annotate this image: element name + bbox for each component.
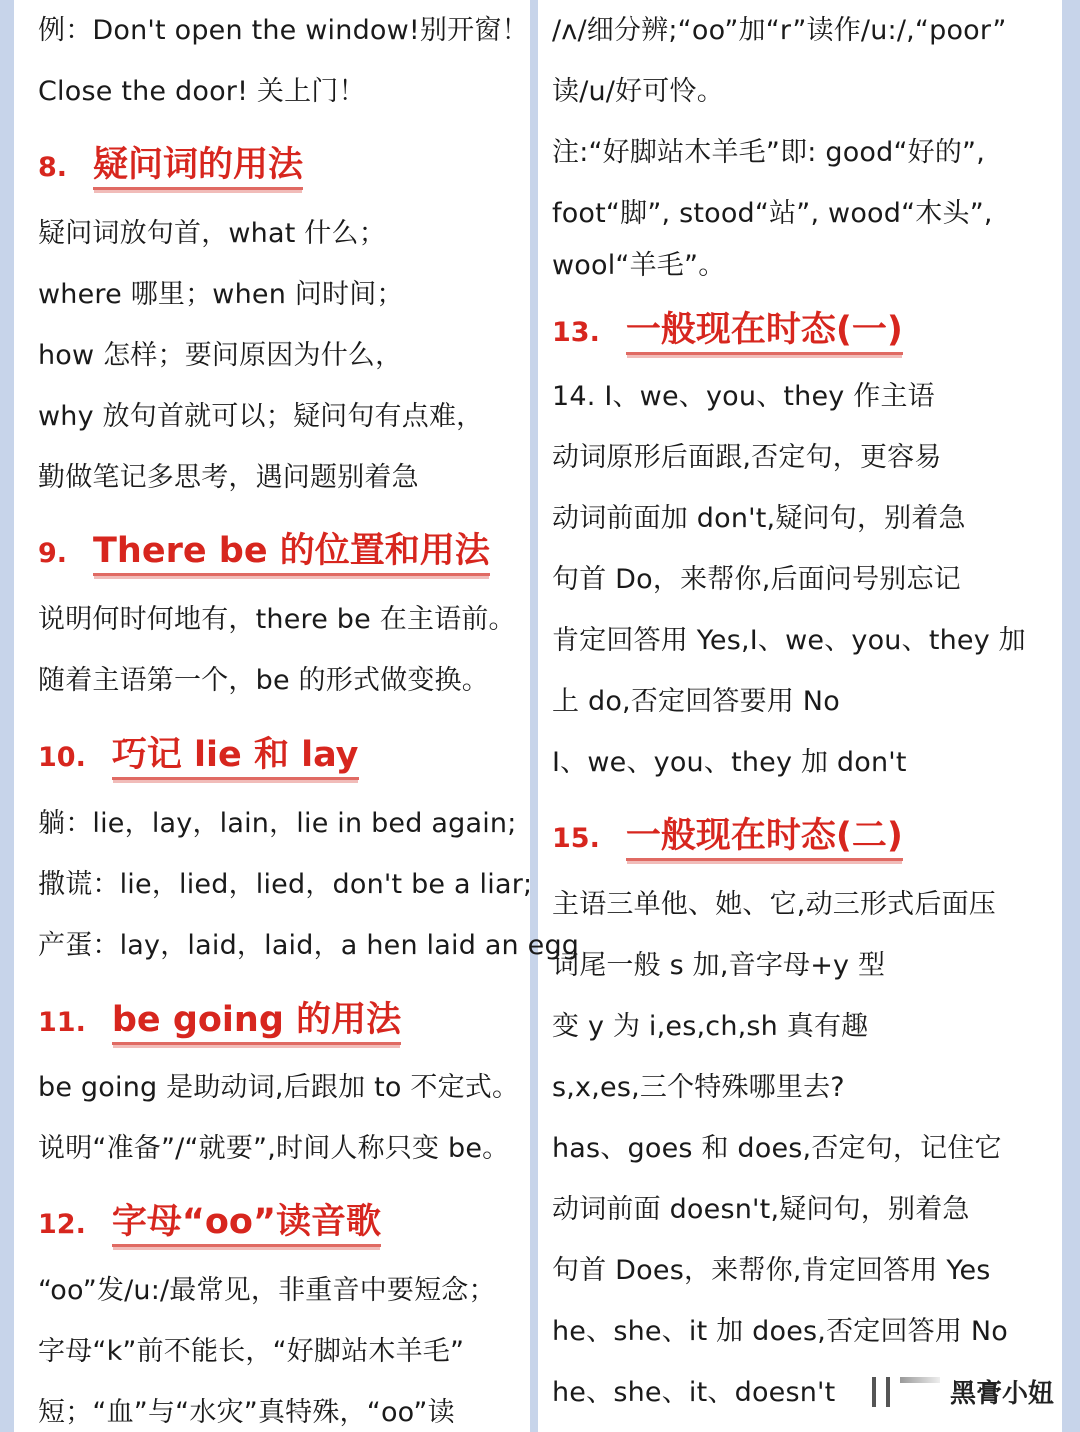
section-number: 8. <box>38 151 68 183</box>
text-line: 动词前面加 don't,疑问句，别着急 <box>552 503 966 534</box>
text-line: /ʌ/细分辨;“oo”加“r”读作/u:/,“poor” <box>552 15 1007 46</box>
section-heading-8 <box>38 145 303 190</box>
section-number: 10. <box>38 741 86 773</box>
section-title: 字母“oo”读音歌 <box>112 1202 381 1247</box>
section-heading-11 <box>38 1000 401 1045</box>
section-number: 11. <box>38 1006 86 1038</box>
text-line: 变 y 为 i,es,ch,sh 真有趣 <box>552 1011 869 1042</box>
text-line: 产蛋：lay，laid，laid，a hen laid an egg <box>38 930 580 961</box>
text-line: 句首 Do，来帮你,后面问号别忘记 <box>552 564 961 595</box>
section-title: 巧记 lie 和 lay <box>112 735 359 780</box>
text-line: 上 do,否定回答要用 No <box>552 686 840 717</box>
watermark <box>872 1373 1054 1410</box>
text-line: 肯定回答用 Yes,I、we、you、they 加 <box>552 625 1026 656</box>
text-line: 疑问词放句首，what 什么； <box>38 218 386 249</box>
section-title: 一般现在时态(一) <box>626 310 903 355</box>
text-line: 例：Don't open the window!别开窗！ <box>38 15 529 46</box>
column-divider <box>530 0 538 1432</box>
section-heading-10 <box>38 735 359 780</box>
text-line: 躺：lie，lay，lain，lie in bed again; <box>38 808 517 839</box>
text-line: how 怎样；要问原因为什么， <box>38 340 403 371</box>
section-heading-12 <box>38 1202 381 1247</box>
text-line: 说明“准备”/“就要”,时间人称只变 be。 <box>38 1133 510 1164</box>
text-line: has、goes 和 does,否定句，记住它 <box>552 1133 1002 1164</box>
text-line: he、she、it、doesn't <box>552 1377 836 1408</box>
text-line: 字母“k”前不能长，“好脚站木羊毛” <box>38 1336 465 1367</box>
text-line: “oo”发/u:/最常见，非重音中要短念； <box>38 1275 496 1306</box>
text-line: where 哪里；when 问时间； <box>38 279 404 310</box>
text-line: be going 是助动词,后跟加 to 不定式。 <box>38 1072 520 1103</box>
text-line: I、we、you、they 加 don't <box>552 747 907 778</box>
watermark-text: 黑膏小妞 <box>949 1379 1054 1409</box>
section-title: There be 的位置和用法 <box>93 531 490 576</box>
text-line: 说明何时何地有，there be 在主语前。 <box>38 604 516 635</box>
text-line: 动词前面 doesn't,疑问句，别着急 <box>552 1194 970 1225</box>
text-line: 勤做笔记多思考，遇问题别着急 <box>38 462 419 493</box>
text-line: 14. I、we、you、they 作主语 <box>552 381 935 412</box>
text-line: foot“脚”, stood“站”, wood“木头”, <box>552 198 993 229</box>
text-line: 主语三单他、她、它,动三形式后面压 <box>552 889 996 920</box>
watermark-bars-icon <box>872 1377 940 1407</box>
section-number: 15. <box>552 822 600 854</box>
text-line: s,x,es,三个特殊哪里去? <box>552 1072 845 1103</box>
section-title: be going 的用法 <box>112 1000 401 1045</box>
section-number: 12. <box>38 1208 86 1240</box>
text-line: 短；“血”与“水灾”真特殊，“oo”读 <box>38 1397 455 1428</box>
text-line: 词尾一般 s 加,音字母+y 型 <box>552 950 886 981</box>
text-line: Close the door! 关上门！ <box>38 76 366 107</box>
text-line: 句首 Does，来帮你,肯定回答用 Yes <box>552 1255 991 1286</box>
text-line: 读/u/好可怜。 <box>552 76 724 107</box>
section-number: 13. <box>552 316 600 348</box>
text-line: he、she、it 加 does,否定回答用 No <box>552 1316 1008 1347</box>
text-line: 撒谎：lie，lied，lied，don't be a liar; <box>38 869 533 900</box>
text-line: 随着主语第一个，be 的形式做变换。 <box>38 665 489 696</box>
section-heading-15 <box>552 816 903 861</box>
text-line: why 放句首就可以；疑问句有点难， <box>38 401 484 432</box>
section-number: 9. <box>38 537 68 569</box>
text-line: 注:“好脚站木羊毛”即: good“好的”, <box>552 137 986 168</box>
section-title: 疑问词的用法 <box>93 145 303 190</box>
section-heading-9 <box>38 531 490 576</box>
section-title: 一般现在时态(二) <box>626 816 903 861</box>
section-heading-13 <box>552 310 903 355</box>
text-line: 动词原形后面跟,否定句，更容易 <box>552 442 942 473</box>
text-line: wool“羊毛”。 <box>552 250 726 281</box>
